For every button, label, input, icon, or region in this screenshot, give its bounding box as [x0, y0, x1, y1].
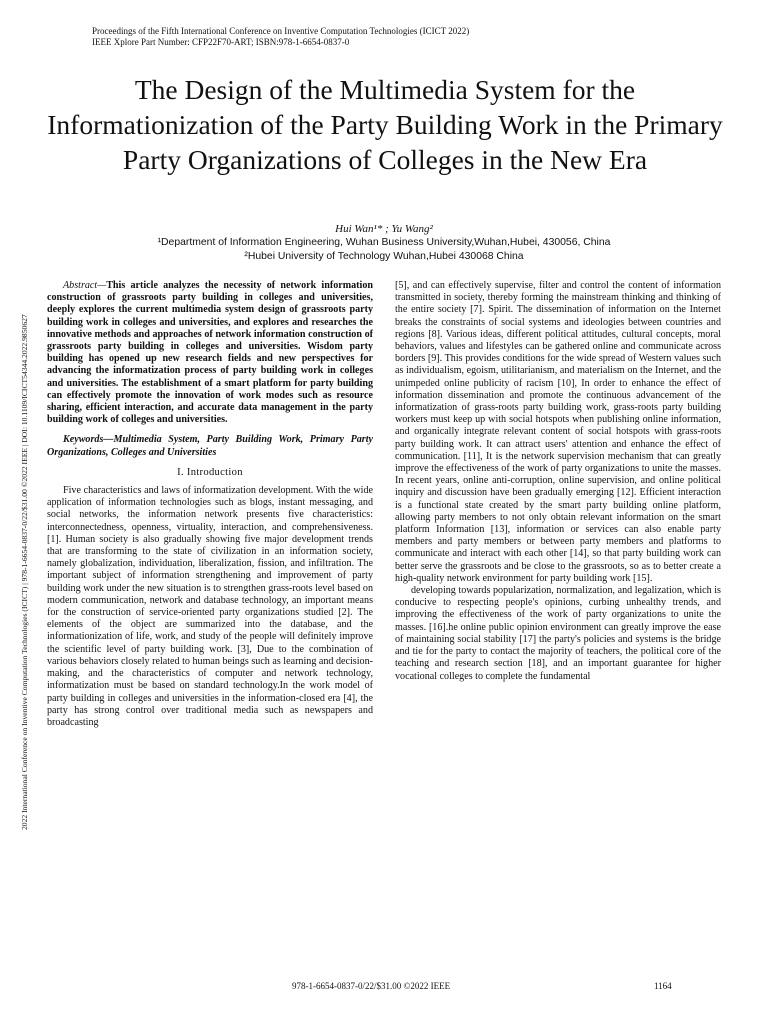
abstract-lead: Abstract—: [63, 280, 107, 291]
side-citation: [8, 190, 29, 830]
right-paragraph-2: developing towards popularization, normalization, and legalization, which is conducive to respecting people's opinions, curbing unhealthy trends, and improving the effectiveness of the work of party organizations to unite the masses. [16].he online public opinion environment can greatly improve the ease of maintaining social stability [17] the party's policies and systems is the bridge and tie for the party to contact the majority of teachers, the political core of the teaching and research section [18], and an important guarantee for higher vocational colleges to complete the fundamental: [395, 585, 721, 682]
section-heading: I. Introduction: [177, 466, 243, 478]
left-column: [47, 280, 373, 729]
abstract: [47, 280, 373, 426]
affiliation-2: ²Hubei University of Technology Wuhan,Hubei 430068 China: [244, 251, 524, 262]
affiliation-1: ¹Department of Information Engineering, Wuhan Business University,Wuhan,Hubei, 430056, China: [157, 237, 611, 248]
paper-title: The Design of the Multimedia System for the Informationization of the Party Building Work in the Primary Party Organizations of Colleges in the New Era: [47, 74, 723, 175]
footer-copyright: 978-1-6654-0837-0/22/$31.00 ©2022 IEEE: [292, 981, 451, 991]
intro-paragraph: Five characteristics and laws of informatization development. With the wide application of information technologies such as blogs, instant messaging, and social networks, the information network presents five characteristics: interconnectedness, openness, virtuality, interaction, and comprehensiveness. [1]. Human society is also gradually showing five major development trends that are transforming to the state of civilization in an information society, namely globalization, individuation, liberalization, fission, and infiltration. The important subject of information strengthening and improvement of party building work under the new situation is to strengthen grass-roots level based on modern communication, network and database technology, an important means for the construction of service-oriented party organizations studied [2]. The elements of the object are summarized into the database, and the informationization of life, work, and study of the people will definitely improve the scientific level of party building work. [3], Due to the combination of various behaviors closely related to human beings such as learning and decision-making, and the characteristics of computer and network technology, informatization must be based on standard technology.In the work model of party building in colleges and universities in the information-closed era [4], the party has strong control over traditional media such as newspapers and broadcasting: [47, 485, 373, 728]
right-column: [395, 280, 721, 683]
keywords: Keywords—Multimedia System, Party Building Work, Primary Party Organizations, Colleges and Universities: [47, 434, 373, 458]
right-paragraph-1: [5], and can effectively supervise, filter and control the content of information transmitted in society, thereby forming the mainstream thinking and thinking of the entire society [7]. Spirit. The dissemination of information on the Internet breaks the constraints of social systems and ideologies between countries and regions [8]. Various ideas, different political attitudes, cultural concepts, moral behaviors, values and lifestyles can be gathered online and communicate across borders [9]. This provides conditions for the wide spread of Western values such as individualism, egoism, utilitarianism, and materialism on the Internet, and the unimpeded online publicity of racism [10], In order to enhance the effect of information dissemination and promote the continuous advancement of the informatization of grass-roots party building work, grass-roots party building workers must keep up with social hotspots when publishing online information, and organically integrate relevant content of social hotspots with grass-roots party building work. It can attract users' attention and enhance the effect of communication. [11], It is the network supervision mechanism that can greatly improve the effectiveness of the work of party organizations to unite the masses. In recent years, online anti-corruption, online supervision, and online political inquiry and discussion have been gradually emerging [12]. Efficient interaction is a functional state created by the smart party building online platform, allowing party members to not only obtain relevant information on the smart platform Information [13], information or services can also enable party members and party members or between party members and platforms to communicate and interact with each other [14], so that party building work can better serve the grassroots and be close to the grassroots, so as to better create a high-quality network environment for party building work [15].: [395, 280, 721, 584]
abstract-body: This article analyzes the necessity of network information construction of grassroots party building in colleges and universities, deeply explores the current multimedia system design of grassroots party building work in colleges and universities, and explores and researches the innovative methods and approaches of network information construction of grassroots party building in colleges and universities. Wisdom party building has opened up new research fields and new perspectives for advancing the informatization process of party building work in colleges and universities. The establishment of a smart platform for party building can effectively promote the innovation of work modes such as resource sharing, efficient interaction, and accurate data management in the party building work of colleges and universities.: [47, 280, 373, 426]
part-number-header: IEEE Xplore Part Number: CFP22F70-ART; ISBN:978-1-6654-0837-0: [92, 37, 350, 47]
side-citation-text: 2022 International Conference on Inventive Computation Technologies (ICICT) | 978-1-6654-0837-0/22/$31.00 ©2022 IEEE | DOI: 10.1109/ICICT54344.2022.9850627: [20, 314, 29, 830]
page-number: 1164: [654, 981, 672, 991]
author-names: Hui Wan¹* ; Yu Wang²: [335, 223, 433, 235]
proceedings-header: Proceedings of the Fifth International Conference on Inventive Computation Technologies (ICICT 2022): [92, 26, 470, 36]
